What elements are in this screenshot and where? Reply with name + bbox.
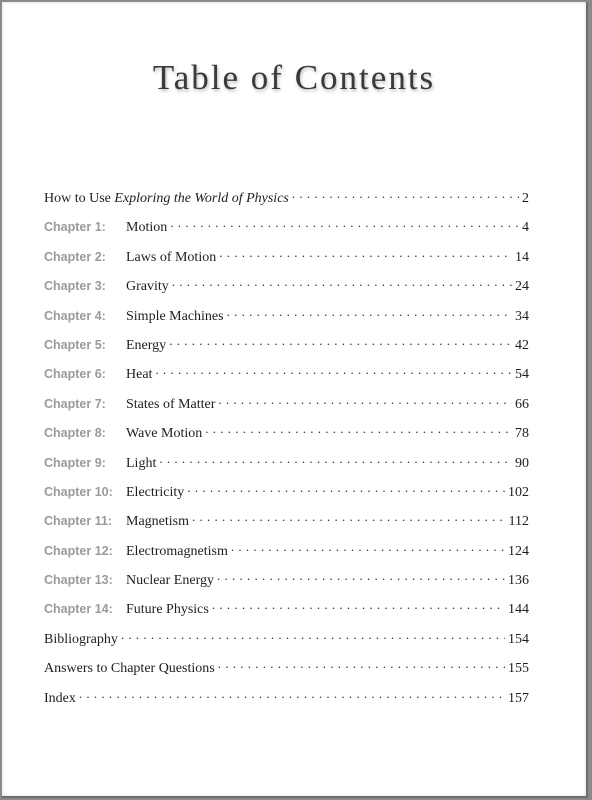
chapter-label: Chapter 10:	[44, 484, 113, 499]
toc-entry-how-to-use[interactable]	[44, 188, 529, 217]
toc-page-number: 102	[508, 484, 529, 500]
dot-leader	[292, 188, 519, 202]
chapter-label: Chapter 11:	[44, 514, 113, 529]
toc-page-number: 24	[515, 279, 529, 295]
chapter-label: Chapter 1:	[44, 220, 106, 235]
chapter-label: Chapter 14:	[44, 602, 113, 617]
toc-entry-chapter-12[interactable]	[44, 541, 529, 570]
chapter-label: Chapter 12:	[44, 543, 113, 558]
chapter-label: Chapter 3:	[44, 279, 106, 294]
dot-leader	[219, 247, 512, 261]
chapter-label: Chapter 6:	[44, 367, 106, 382]
toc-entry-title: Laws of Motion	[126, 249, 217, 265]
toc-page-number: 154	[508, 631, 529, 647]
chapter-label: Chapter 2:	[44, 249, 106, 264]
toc-page-number: 112	[508, 514, 529, 530]
toc-entry-title: Electromagnetism	[126, 543, 228, 559]
dot-leader	[218, 394, 512, 408]
toc-entry-title: Heat	[126, 367, 153, 383]
dot-leader	[217, 570, 505, 584]
toc-entry-title: Light	[126, 455, 157, 471]
toc-page-number: 4	[522, 220, 529, 236]
dot-leader	[192, 511, 506, 525]
toc-page-number: 136	[508, 573, 529, 589]
page-title: Table of Contents	[152, 58, 436, 97]
chapter-label: Chapter 13:	[44, 573, 113, 588]
chapter-label: Chapter 7:	[44, 396, 106, 411]
toc-entry-title: Electricity	[126, 484, 185, 500]
toc-entry-title: Answers to Chapter Questions	[44, 661, 215, 677]
chapter-label: Chapter 4:	[44, 308, 106, 323]
toc-entry-title: States of Matter	[126, 396, 216, 412]
toc-entry-title: Nuclear Energy	[126, 573, 214, 589]
toc-entry-title: Index	[44, 690, 76, 706]
chapter-label: Chapter 8:	[44, 426, 106, 441]
toc-entry-chapter-14[interactable]	[44, 599, 529, 628]
toc-page-number: 90	[515, 455, 529, 471]
dot-leader	[170, 217, 519, 231]
toc-entry-chapter-1[interactable]	[44, 217, 529, 246]
toc-entry-title: Gravity	[126, 279, 169, 295]
toc-page-number: 155	[508, 661, 529, 677]
toc-entry-chapter-7[interactable]	[44, 394, 529, 423]
toc-entry-index[interactable]	[44, 688, 529, 717]
toc-page-number: 66	[515, 396, 529, 412]
dot-leader	[121, 629, 505, 643]
toc-entry-title: How to Use Exploring the World of Physics	[44, 191, 289, 206]
toc-page-number: 157	[508, 690, 529, 706]
dot-leader	[231, 541, 505, 555]
toc-entry-title: Wave Motion	[126, 426, 203, 442]
toc-entry-chapter-8[interactable]	[44, 423, 529, 452]
toc-entry-title: Motion	[126, 220, 168, 236]
toc-entry-title: Energy	[126, 337, 167, 353]
toc-page-number: 2	[522, 191, 529, 206]
toc-entry-chapter-6[interactable]	[44, 364, 529, 393]
dot-leader	[172, 276, 512, 290]
toc-entry-chapter-9[interactable]	[44, 453, 529, 482]
toc-entry-chapter-4[interactable]	[44, 306, 529, 335]
table-of-contents	[44, 188, 529, 717]
dot-leader	[212, 599, 505, 613]
toc-page-number: 144	[508, 602, 529, 618]
dot-leader	[169, 335, 512, 349]
toc-entry-chapter-10[interactable]	[44, 482, 529, 511]
toc-page-number: 124	[508, 543, 529, 559]
toc-entry-title: Future Physics	[126, 602, 209, 618]
toc-page-number: 14	[515, 249, 529, 265]
toc-entry-title: Bibliography	[44, 631, 118, 647]
toc-entry-chapter-11[interactable]	[44, 511, 529, 540]
dot-leader	[205, 423, 512, 437]
dot-leader	[159, 453, 512, 467]
dot-leader	[155, 364, 512, 378]
toc-page-number: 54	[515, 367, 529, 383]
toc-entry-answers[interactable]	[44, 658, 529, 687]
toc-entry-chapter-3[interactable]	[44, 276, 529, 305]
toc-entry-title: Magnetism	[126, 514, 189, 530]
chapter-label: Chapter 5:	[44, 337, 106, 352]
dot-leader	[187, 482, 505, 496]
dot-leader	[79, 688, 505, 702]
toc-entry-chapter-2[interactable]	[44, 247, 529, 276]
toc-entry-chapter-5[interactable]	[44, 335, 529, 364]
dot-leader	[218, 658, 505, 672]
toc-entry-bibliography[interactable]	[44, 629, 529, 658]
toc-page-number: 34	[515, 308, 529, 324]
toc-page-number: 42	[515, 337, 529, 353]
chapter-label: Chapter 9:	[44, 455, 106, 470]
toc-entry-title: Simple Machines	[126, 308, 224, 324]
toc-entry-chapter-13[interactable]	[44, 570, 529, 599]
toc-page-number: 78	[515, 426, 529, 442]
dot-leader	[227, 306, 512, 320]
document-page	[2, 2, 588, 798]
